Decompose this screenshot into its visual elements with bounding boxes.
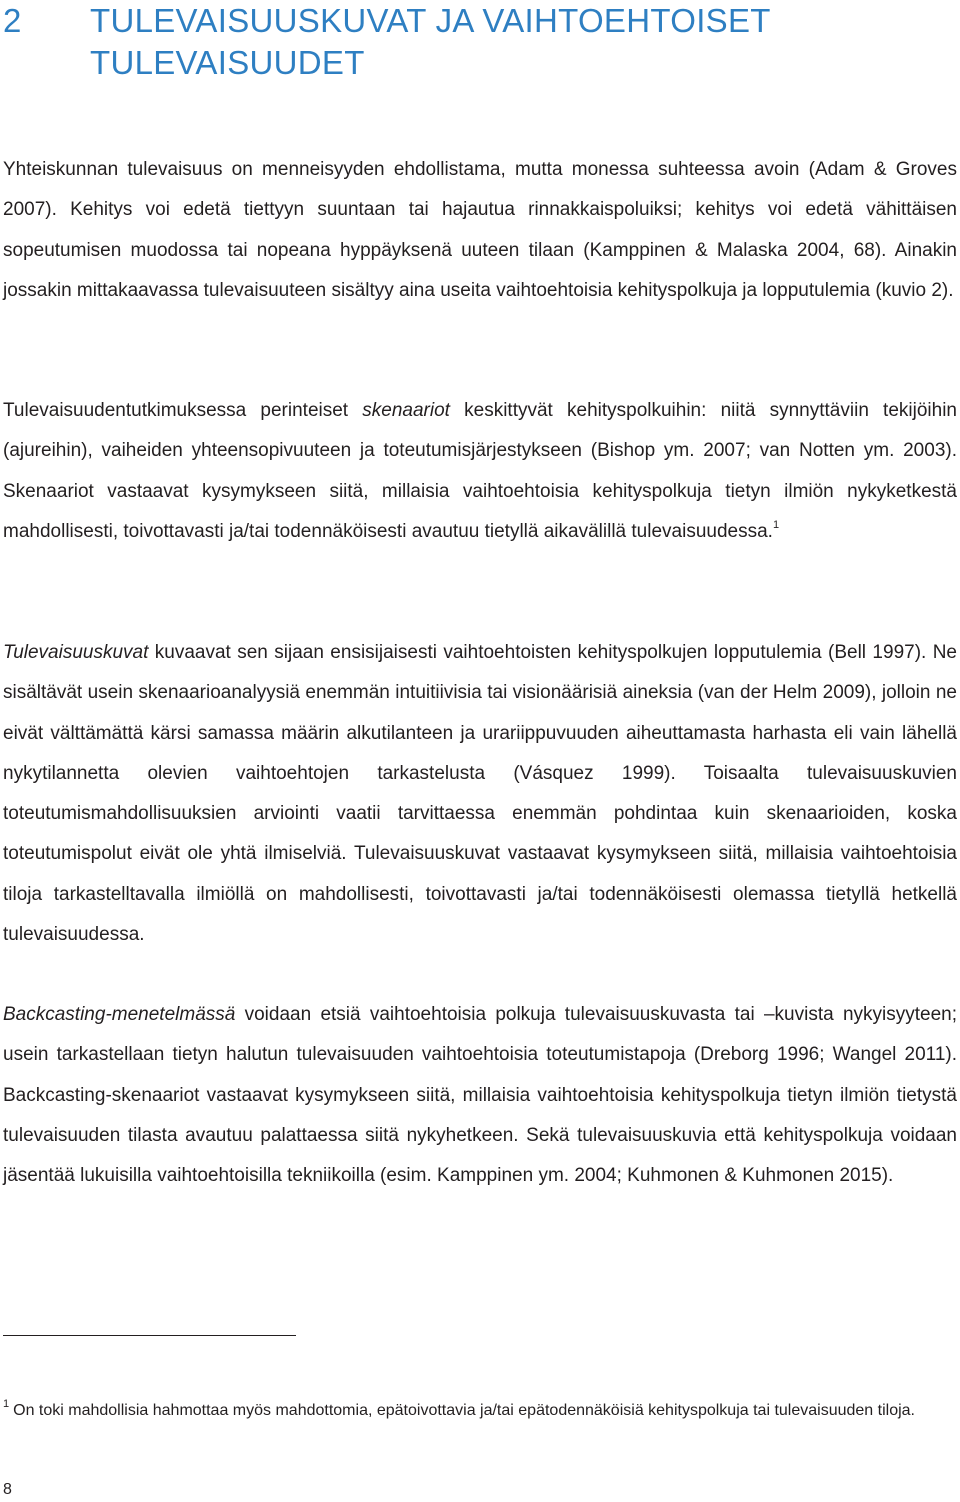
paragraph-3 — [3, 633, 957, 955]
page-number: 8 — [3, 1481, 12, 1498]
paragraph-2-body: keskittyvät kehityspolkuihin: niitä synnyttäviin tekijöihin (ajureihin), vaiheiden yhteensopivuuteen ja toteutumisjärjestykseen (Bishop ym. 2007; van Notten ym. 2003). Skenaariot vastaavat kysymykseen siitä, millaisia vaihtoehtoisia kehityspolkuja tietyn ilmiön nykyketkestä mahdollisesti, toivottavasti ja/tai todennäköisesti avautuu tietyllä aikavälillä tulevaisuudessa. — [3, 400, 957, 542]
term-tulevaisuuskuvat: Tulevaisuuskuvat — [3, 642, 149, 663]
footnote-text: On toki mahdollisia hahmottaa myös mahdottomia, epätoivottavia ja/tai epätodennäköisiä kehityspolkuja tai tulevaisuuden tiloja. — [13, 1402, 915, 1419]
paragraph-1: Yhteiskunnan tulevaisuus on menneisyyden ehdollistama, mutta monessa suhteessa avoin (Adam & Groves 2007). Kehitys voi edetä tiettyyn suuntaan tai hajautua rinnakkaispoluiksi; kehitys voi edetä vähittäisen sopeutumisen muodossa tai nopeana hyppäyksenä uuteen tilaan (Kamppinen & Malaska 2004, 68). Ainakin jossakin mittakaavassa tulevaisuuteen sisältyy aina useita vaihtoehtoisia kehityspolkuja ja lopputulemia (kuvio 2). — [3, 159, 957, 301]
footnote — [3, 1398, 957, 1424]
paragraph-2-lead: Tulevaisuudentutkimuksessa perinteiset — [3, 400, 363, 421]
chapter-title: TULEVAISUUSKUVAT JA VAIHTOEHTOISET TULEVAISUUDET — [90, 2, 771, 81]
term-backcasting: Backcasting-menetelmässä — [3, 1004, 236, 1025]
chapter-heading — [3, 0, 943, 84]
footnote-divider — [3, 1335, 296, 1336]
paragraph-4-body: voidaan etsiä vaihtoehtoisia polkuja tulevaisuuskuvasta tai –kuvista nykyisyyteen; usein tarkastellaan tietyn halutun tulevaisuuden vaihtoehtoisia toteutumistapoja (Dreborg 1996; Wangel 2011). Backcasting-skenaariot vastaavat kysymykseen siitä, millaisia vaihtoehtoisia kehityspolkuja tietyn ilmiön tietystä tulevaisuuden tilasta avautuu palattaessa siitä nykyhetkeen. Sekä tulevaisuuskuvia että kehityspolkuja voidaan jäsentää lukuisilla vaihtoehtoisilla tekniikoilla (esim. Kamppinen ym. 2004; Kuhmonen & Kuhmonen 2015). — [3, 1004, 957, 1187]
term-skenaariot: skenaariot — [362, 400, 450, 421]
chapter-number: 2 — [3, 2, 22, 39]
paragraph-3-body: kuvaavat sen sijaan ensisijaisesti vaihtoehtoisten kehityspolkujen lopputulemia (Bell 1997). Ne sisältävät usein skenaarioanalyysiä enemmän intuitiivisia tai visionäärisiä aineksia (van der Helm 2009), jolloin ne eivät välttämättä kärsi samassa määrin alkutilanteen ja urariippuvuuden aiheuttamasta harhasta eli vain lähellä nykytilannetta olevien vaihtoehtojen tarkastelusta (Vásquez 1999). Toisaalta tulevaisuuskuvien toteutumismahdollisuuksien arviointi vaatii tarvittaessa enemmän pohdintaa kuin skenaarioiden, koska toteutumispolut eivät ole yhtä ilmiselviä. Tulevaisuuskuvat vastaavat kysymykseen siitä, millaisia vaihtoehtoisia tiloja tarkastelltavalla ilmiöllä on mahdollisesti, toivottavasti ja/tai todennäköisesti olemassa tietyllä hetkellä tulevaisuudessa. — [3, 642, 957, 946]
footnote-reference[interactable]: 1 — [772, 518, 780, 531]
paragraph-2 — [3, 391, 957, 552]
paragraph-4 — [3, 995, 957, 1196]
footnote-marker: 1 — [3, 1398, 10, 1410]
